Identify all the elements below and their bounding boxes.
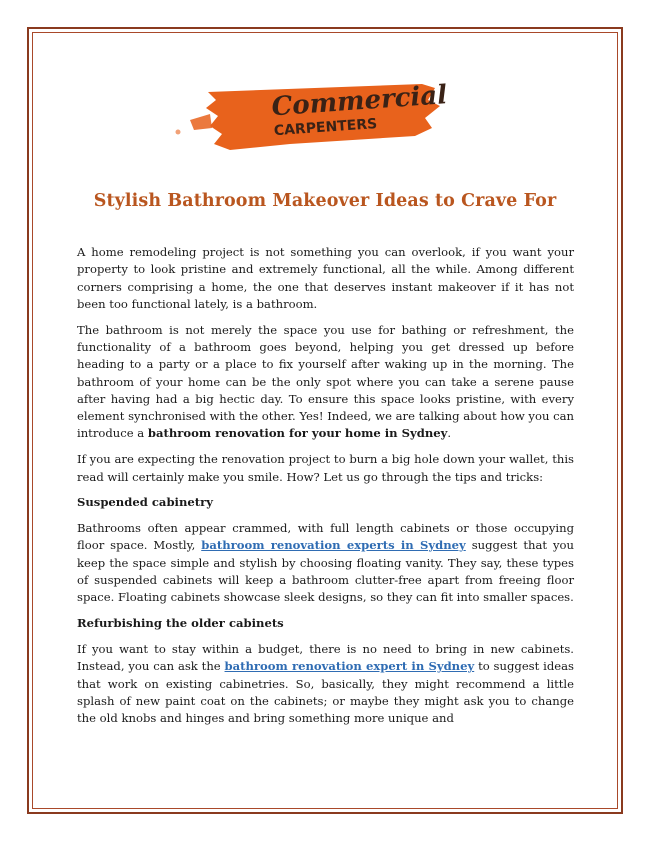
paragraph-text: suggest that you keep the space simple and stylish by choosing floating vanity. They say, these types of suspended cabinets will keep a bathroom clutter-free apart from freeing floor space. Floating cabinets showcase sleek designs, so they can fit into smaller spaces.	[77, 538, 575, 605]
paragraph-text: The bathroom is not merely the space you use for bathing or refreshment, the functionality of a bathroom goes beyond, helping you get dressed up before heading to a party or a place to fix yourself after waking up in the morning. The bathroom of your home can be the only spot where you can take a serene pause after having had a big hectic day. To ensure this space looks pristine, with every element synchronised with the other. Yes! Indeed, we are talking about how you can introduce a	[77, 322, 574, 441]
link-renovation-expert[interactable]: bathroom renovation expert in Sydney	[224, 659, 475, 674]
paragraph-refurbishing-cabinets	[77, 641, 574, 727]
paragraph-intro: A home remodeling project is not something you can overlook, if you want your property to look pristine and extremely functional, all the while. Among different corners comprising a home, the one that deserves instant makeover if it has not been too functional lately, is a bathroom.	[77, 245, 574, 311]
paragraph-suspended-cabinetry	[77, 520, 574, 606]
logo-brush-tail	[190, 114, 212, 130]
logo-line2: CARPENTERS	[273, 116, 378, 140]
logo-line1: Commercial	[270, 80, 449, 123]
logo-graphic	[170, 70, 450, 160]
paragraph-end: .	[447, 426, 452, 441]
paragraph-text: to suggest ideas that work on existing cabinetries. So, basically, they might recommend a little splash of new paint coat on the cabinets; or maybe they might ask you to change the old knobs and hinges and bring something more unique and	[77, 659, 574, 726]
page-title: Stylish Bathroom Makeover Ideas to Crave For	[93, 191, 557, 211]
heading-refurbishing-cabinets: Refurbishing the older cabinets	[77, 616, 284, 631]
article-body	[77, 244, 574, 736]
paragraph-text: If you want to stay within a budget, there is no need to bring in new cabinets. Instead, you can ask the	[77, 641, 574, 674]
commercial-carpenters-logo	[170, 70, 450, 160]
logo-paint-dot	[176, 130, 181, 135]
link-renovation-experts[interactable]: bathroom renovation experts in Sydney	[201, 538, 466, 553]
heading-suspended-cabinetry: Suspended cabinetry	[77, 495, 213, 510]
bold-phrase: bathroom renovation for your home in Sydney	[147, 426, 448, 441]
paragraph-bathroom-functionality	[77, 322, 574, 443]
paragraph-budget: If you are expecting the renovation project to burn a big hole down your wallet, this read will certainly make you smile. How? Let us go through the tips and tricks:	[77, 452, 574, 484]
paragraph-text: Bathrooms often appear crammed, with full length cabinets or those occupying floor space. Mostly,	[77, 521, 574, 553]
